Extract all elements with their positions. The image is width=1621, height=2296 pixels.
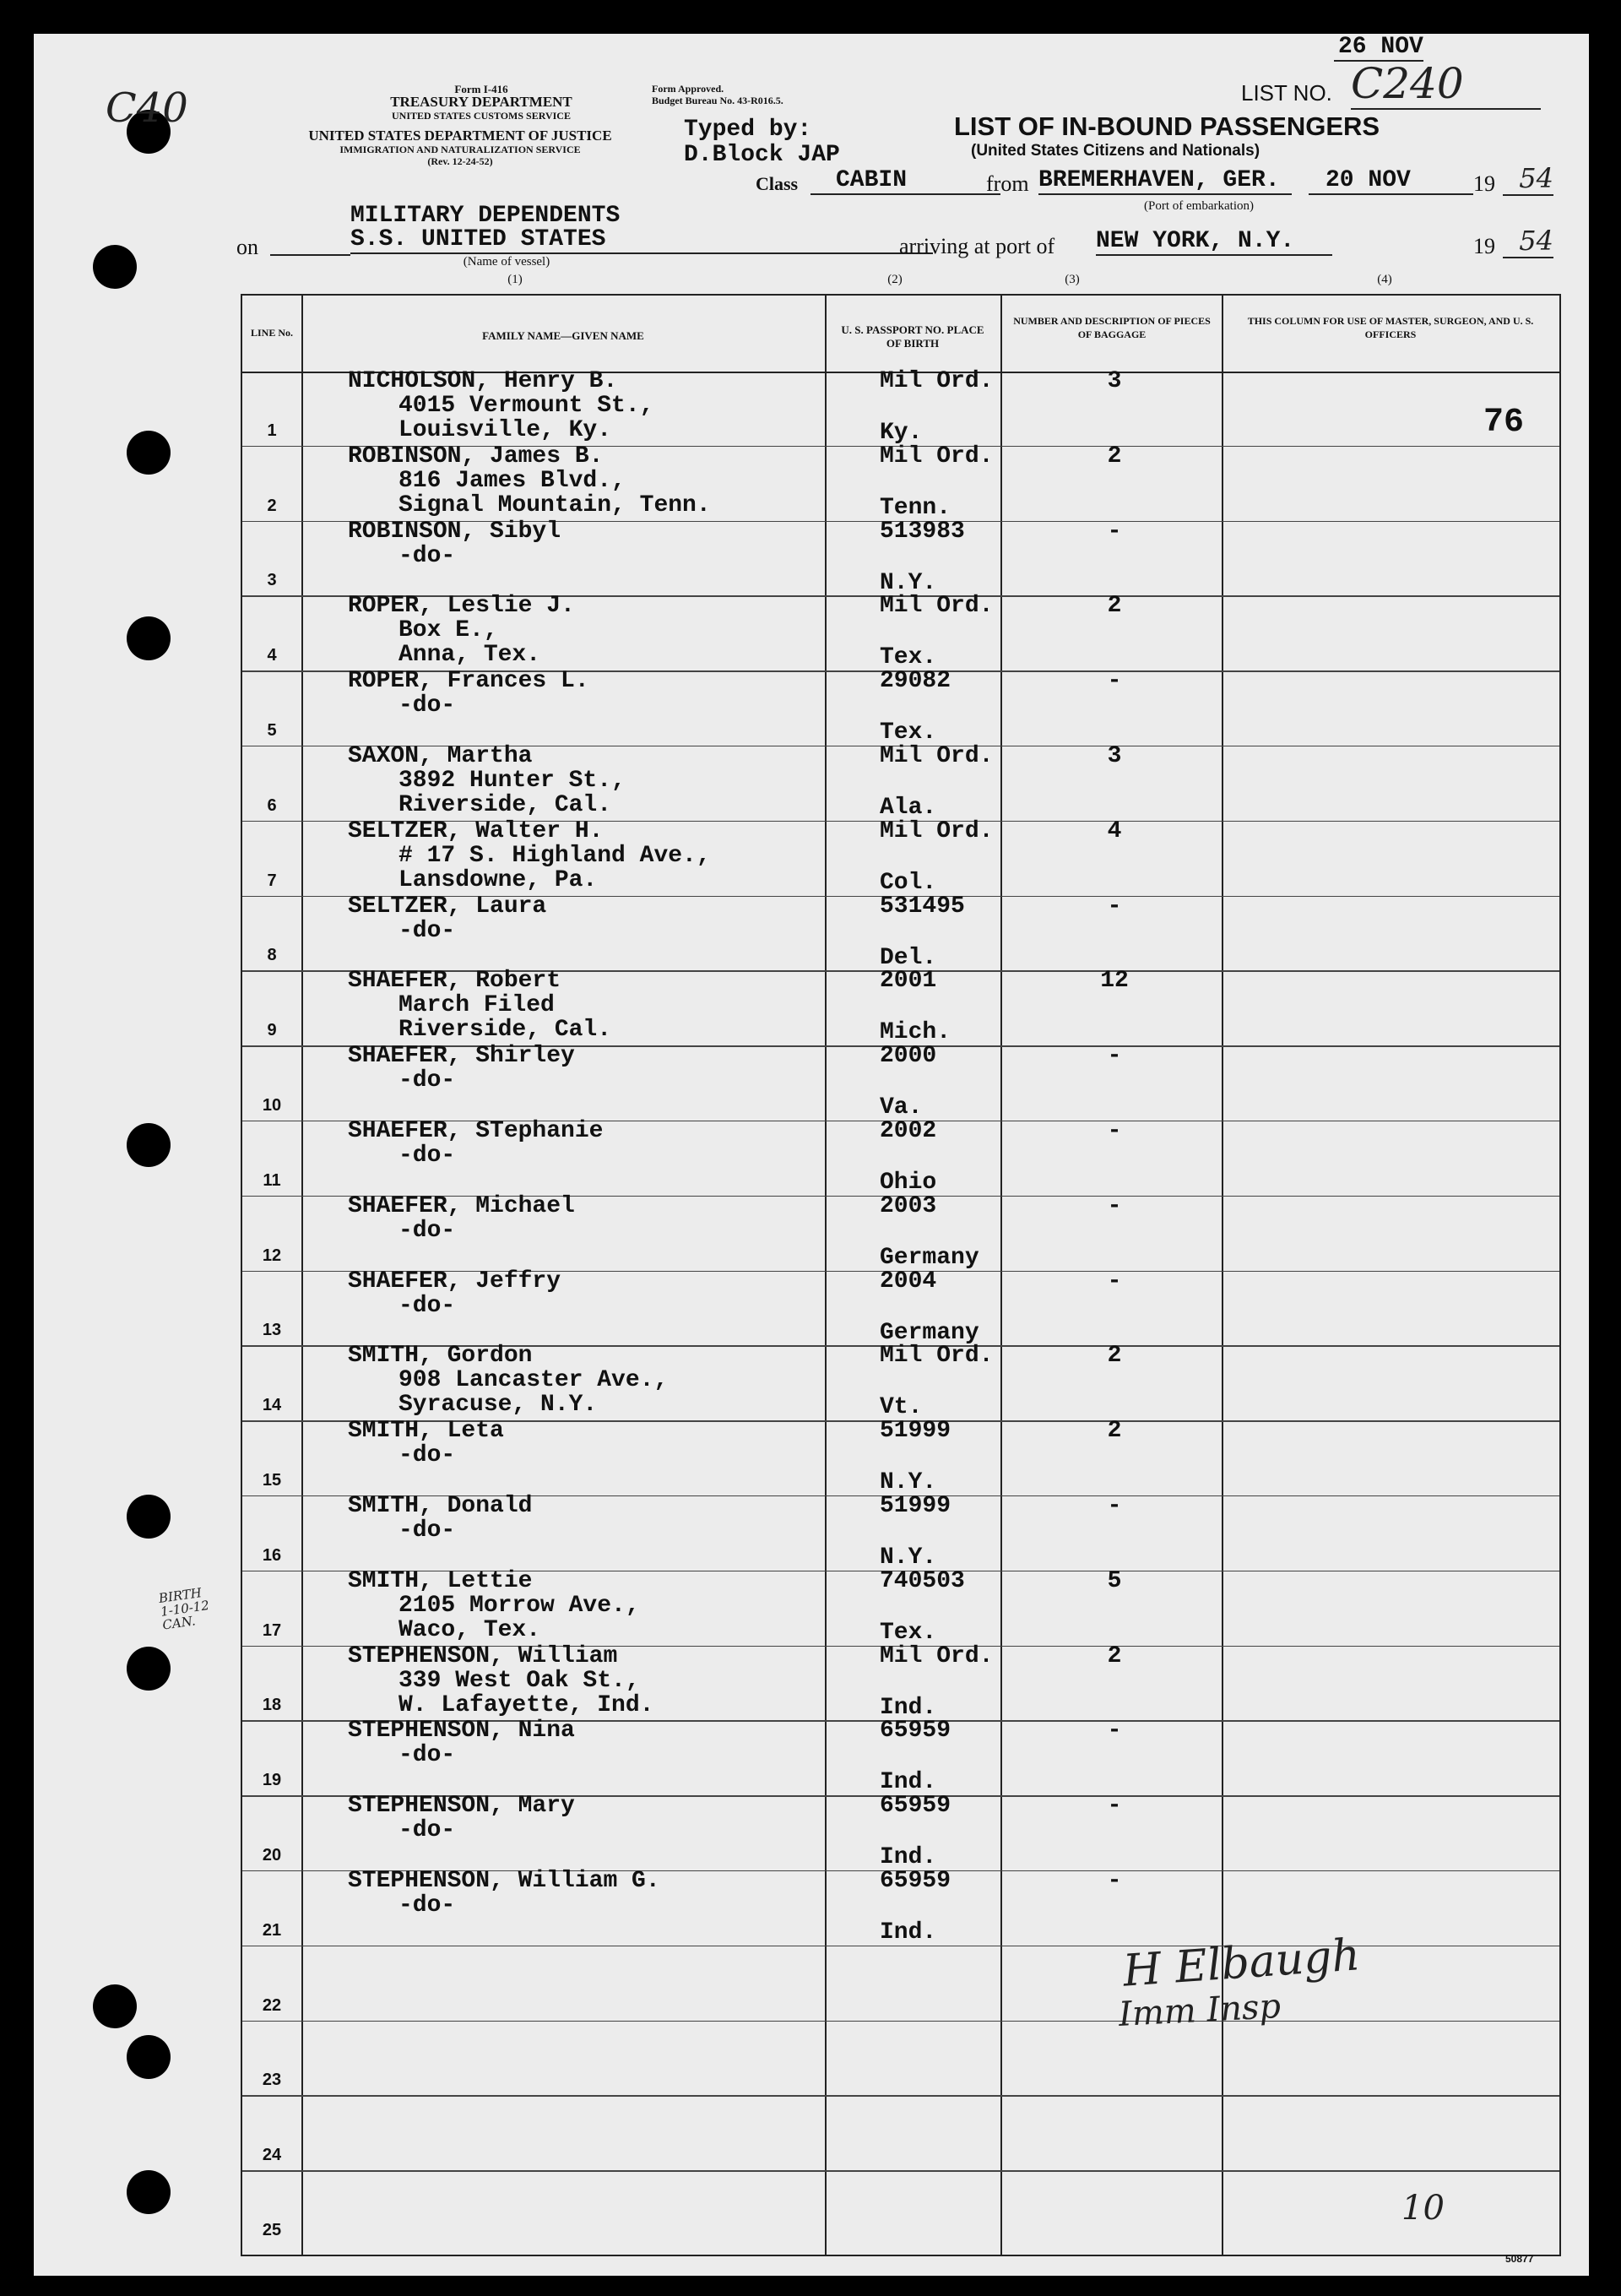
table-row (242, 368, 1559, 447)
treasury-department: TREASURY DEPARTMENT (390, 94, 572, 110)
col-header-line-no: LINE No. (250, 327, 293, 339)
place-of-birth: Tex. (880, 1619, 937, 1646)
passport-number: Mil Ord. (880, 1343, 994, 1370)
place-of-birth: Ind. (880, 1844, 937, 1871)
table-row (242, 743, 1559, 822)
arrival-date: 26 NOV (1334, 34, 1423, 62)
place-of-birth: N.Y. (880, 569, 937, 596)
officer-signature: H Elbaugh (1121, 1930, 1362, 1997)
table-row (242, 1118, 1559, 1197)
passenger-name: SHAEFER, Jeffry (348, 1267, 561, 1295)
corner-mark: C40 (106, 84, 188, 132)
table-row (242, 1343, 1559, 1421)
table-row (242, 1793, 1559, 1871)
departure-year-prefix: 19 (1473, 171, 1495, 196)
baggage-count: 3 (1107, 368, 1122, 394)
passenger-address-2: Anna, Tex. (398, 642, 541, 669)
class-label: Class (756, 173, 799, 194)
passenger-address-2: Riverside, Cal. (398, 1017, 612, 1044)
punch-hole (127, 2035, 171, 2079)
baggage-count: - (1107, 1493, 1122, 1519)
passenger-name: SAXON, Martha (348, 743, 533, 769)
baggage-count: - (1107, 1043, 1122, 1070)
passenger-address-2: Louisville, Ky. (398, 417, 612, 443)
passenger-name: NICHOLSON, Henry B. (348, 368, 618, 394)
passenger-address-1: 339 West Oak St., (398, 1667, 640, 1694)
passenger-address-1: -do- (398, 917, 456, 944)
passport-number: Mil Ord. (880, 1642, 994, 1669)
passenger-address-1: Box E., (398, 617, 498, 644)
justice-department: UNITED STATES DEPARTMENT OF JUSTICE (308, 128, 612, 144)
passenger-address-1: -do- (398, 1742, 456, 1769)
table-row (242, 442, 1559, 522)
passenger-name: SHAEFER, STephanie (348, 1118, 604, 1144)
place-of-birth: Ind. (880, 1769, 937, 1796)
line-number: 11 (263, 1170, 281, 1190)
typed-by-label: Typed by: (684, 117, 812, 143)
passenger-address-2: Waco, Tex. (398, 1616, 541, 1643)
baggage-count: - (1107, 1267, 1122, 1295)
revision-date: (Rev. 12-24-52) (427, 155, 493, 167)
arriving-label: arriving at port of (899, 234, 1055, 258)
customs-service: UNITED STATES CUSTOMS SERVICE (392, 110, 571, 122)
table-row (242, 1493, 1559, 1571)
baggage-count: 5 (1107, 1567, 1122, 1594)
line-number: 22 (262, 1995, 282, 2015)
col-header-name: FAMILY NAME—GIVEN NAME (482, 329, 644, 342)
baggage-count: - (1107, 1118, 1122, 1144)
line-number: 21 (262, 1920, 282, 1940)
place-of-birth: Va. (880, 1094, 923, 1121)
baggage-count: 3 (1107, 743, 1122, 769)
table-row (242, 1642, 1559, 1722)
passenger-name: STEPHENSON, William (348, 1642, 618, 1669)
typed-by-value: D.Block JAP (684, 142, 840, 168)
baggage-count: 2 (1107, 442, 1122, 470)
embarkation-port: BREMERHAVEN, GER. (1038, 167, 1292, 195)
arrival-year: 54 (1503, 225, 1553, 258)
table-row (242, 1946, 1559, 2022)
table-row (242, 518, 1559, 597)
col-header-baggage: NUMBER AND DESCRIPTION OF PIECES OF BAGGAGE (1013, 315, 1211, 340)
place-of-birth: Ind. (880, 1694, 937, 1721)
passenger-address-1: -do- (398, 1517, 456, 1544)
baggage-count: 4 (1107, 817, 1122, 844)
column-number-4: (4) (1377, 273, 1392, 286)
passenger-name: SHAEFER, Shirley (348, 1043, 575, 1070)
table-row (242, 817, 1559, 897)
officer-note: 76 (1483, 404, 1525, 442)
passenger-address-1: -do- (398, 1892, 456, 1919)
place-of-birth: Del. (880, 944, 937, 971)
passenger-name: STEPHENSON, William G. (348, 1868, 660, 1894)
place-of-birth: N.Y. (880, 1544, 937, 1571)
punch-hole (127, 431, 171, 475)
table-row (242, 593, 1559, 671)
col-header-passport: U. S. PASSPORT NO. PLACE OF BIRTH (841, 323, 984, 350)
column-number-3: (3) (1065, 273, 1080, 286)
line-number: 8 (267, 946, 277, 965)
table-row (242, 1267, 1559, 1347)
passenger-address-1: 4015 Vermount St., (398, 393, 654, 419)
place-of-birth: Tenn. (880, 494, 951, 521)
passport-number: 513983 (880, 518, 965, 545)
punch-hole (127, 1123, 171, 1167)
passenger-name: ROBINSON, Sibyl (348, 518, 561, 545)
passenger-address-1: 3892 Hunter St., (398, 768, 626, 794)
passenger-address-1: March Filed (398, 992, 555, 1019)
line-number: 24 (262, 2146, 282, 2165)
passenger-address-1: -do- (398, 1067, 456, 1094)
punch-hole (127, 616, 171, 660)
baggage-count: - (1107, 668, 1122, 695)
manifest-subtitle: (United States Citizens and Nationals) (971, 142, 1260, 160)
table-row (242, 893, 1559, 972)
passenger-name: SHAEFER, Michael (348, 1192, 575, 1219)
passenger-name: STEPHENSON, Nina (348, 1718, 575, 1745)
line-number: 17 (262, 1620, 282, 1640)
table-row (242, 1868, 1559, 1946)
from-label: from (986, 171, 1029, 196)
baggage-count: 2 (1107, 593, 1122, 620)
passenger-address-1: -do- (398, 1217, 456, 1244)
passenger-name: SELTZER, Laura (348, 893, 547, 920)
line-number: 2 (267, 496, 277, 515)
line-number: 6 (267, 795, 277, 815)
passenger-address-1: -do- (398, 1817, 456, 1844)
line-number: 3 (267, 571, 277, 590)
punch-hole (93, 1984, 137, 2028)
passenger-address-1: 2105 Morrow Ave., (398, 1592, 640, 1619)
passenger-address-2: Syracuse, N.Y. (398, 1392, 598, 1419)
passenger-address-1: -do- (398, 1143, 456, 1169)
line-number: 10 (262, 1095, 282, 1115)
col-header-officers: THIS COLUMN FOR USE OF MASTER, SURGEON, AND U. S. OFFICERS (1247, 315, 1534, 340)
officer-title: Imm Insp (1117, 1987, 1282, 2034)
vessel-caption: (Name of vessel) (463, 255, 550, 269)
baggage-count: 2 (1107, 1343, 1122, 1370)
passenger-name: ROPER, Leslie J. (348, 593, 575, 620)
baggage-count: - (1107, 1868, 1122, 1894)
place-of-birth: Ky. (880, 420, 923, 446)
place-of-birth: Tex. (880, 644, 937, 671)
passport-number: 2001 (880, 968, 937, 995)
passenger-address-1: 908 Lancaster Ave., (398, 1367, 669, 1394)
passenger-name: SMITH, Leta (348, 1418, 504, 1445)
passenger-address-1: -do- (398, 692, 456, 719)
table-row (242, 1567, 1559, 1647)
place-of-birth: Ohio (880, 1170, 937, 1196)
table-row (242, 2096, 1559, 2171)
punch-hole (93, 245, 137, 289)
on-label: on (236, 235, 258, 259)
passport-number: Mil Ord. (880, 368, 994, 394)
passport-number: Mil Ord. (880, 743, 994, 769)
punch-hole (127, 1647, 171, 1691)
baggage-count: 2 (1107, 1642, 1122, 1669)
military-dependents: MILITARY DEPENDENTS (350, 203, 621, 229)
table-row (242, 1418, 1559, 1496)
line-number: 18 (262, 1696, 282, 1715)
line-number: 16 (262, 1545, 282, 1565)
table-row (242, 1718, 1559, 1796)
departure-year: 54 (1503, 162, 1553, 196)
passport-number: Mil Ord. (880, 817, 994, 844)
passport-number: 2004 (880, 1267, 937, 1295)
baggage-count: 12 (1100, 968, 1129, 995)
passenger-name: SMITH, Lettie (348, 1567, 533, 1594)
passport-number: 51999 (880, 1418, 951, 1445)
place-of-birth: Germany (880, 1319, 979, 1346)
passenger-address-1: 816 James Blvd., (398, 467, 626, 494)
passport-number: 29082 (880, 668, 951, 695)
place-of-birth: Ind. (880, 1919, 937, 1946)
baggage-count: - (1107, 518, 1122, 545)
table-row (242, 1192, 1559, 1272)
line-number: 13 (262, 1321, 282, 1340)
line-number: 25 (262, 2220, 282, 2239)
passport-number: 2002 (880, 1118, 937, 1144)
baggage-count: - (1107, 1192, 1122, 1219)
line-number: 15 (262, 1470, 282, 1490)
passport-number: 65959 (880, 1868, 951, 1894)
place-of-birth: Tex. (880, 719, 937, 746)
passenger-address-1: -do- (398, 542, 456, 569)
footer-code: 50877 (1505, 2253, 1534, 2265)
vessel-name: S.S. UNITED STATES (350, 226, 933, 254)
passenger-name: SELTZER, Walter H. (348, 817, 604, 844)
passenger-table (241, 294, 1561, 2256)
passenger-address-2: W. Lafayette, Ind. (398, 1691, 654, 1718)
line-number: 7 (267, 871, 277, 890)
column-number-2: (2) (887, 273, 903, 286)
column-number-1: (1) (507, 273, 523, 286)
passport-number: 2000 (880, 1043, 937, 1070)
baggage-count: 2 (1107, 1418, 1122, 1445)
passenger-name: ROBINSON, James B. (348, 442, 604, 470)
punch-hole (127, 1495, 171, 1539)
punch-hole (127, 2170, 171, 2214)
passport-number: 2003 (880, 1192, 937, 1219)
arrival-year-prefix: 19 (1473, 234, 1495, 258)
passenger-address-1: # 17 S. Highland Ave., (398, 842, 711, 869)
budget-bureau: Budget Bureau No. 43-R016.5. (652, 95, 783, 106)
passenger-address-2: Lansdowne, Pa. (398, 866, 598, 893)
place-of-birth: Ala. (880, 795, 937, 821)
line-number: 20 (262, 1845, 282, 1864)
passenger-name: SMITH, Donald (348, 1493, 533, 1519)
table-row (242, 2171, 1559, 2246)
manifest-page (34, 34, 1589, 2276)
table-row (242, 2022, 1559, 2097)
place-of-birth: Germany (880, 1244, 979, 1271)
line-number: 14 (262, 1396, 282, 1415)
passport-number: Mil Ord. (880, 442, 994, 470)
margin-birth-note: BIRTH 1-10-12 CAN. (157, 1585, 210, 1633)
table-row (242, 968, 1559, 1046)
line-number: 12 (262, 1246, 282, 1265)
line-number: 5 (267, 720, 277, 740)
form-approved: Form Approved. (652, 83, 724, 95)
table-row (242, 668, 1559, 746)
passenger-name: STEPHENSON, Mary (348, 1793, 575, 1820)
baggage-count: - (1107, 1718, 1122, 1745)
passport-number: 51999 (880, 1493, 951, 1519)
arrival-port: NEW YORK, N.Y. (1096, 228, 1332, 256)
on-line (270, 250, 350, 256)
manifest-title: LIST OF IN-BOUND PASSENGERS (954, 111, 1380, 141)
bottom-count: 10 (1401, 2189, 1445, 2228)
list-number-label: LIST NO. (1241, 80, 1332, 106)
line-number: 4 (267, 646, 277, 665)
baggage-count: - (1107, 1793, 1122, 1820)
departure-date: 20 NOV (1309, 167, 1473, 195)
passenger-address-2: Riverside, Cal. (398, 792, 612, 818)
line-number: 1 (267, 421, 277, 440)
form-number: Form I-416 (454, 83, 508, 95)
table-row (242, 1043, 1559, 1121)
passenger-name: SHAEFER, Robert (348, 968, 561, 995)
line-number: 9 (267, 1021, 277, 1040)
passport-number: 65959 (880, 1718, 951, 1745)
passenger-address-1: -do- (398, 1442, 456, 1469)
passenger-address-1: -do- (398, 1292, 456, 1319)
place-of-birth: Mich. (880, 1019, 951, 1046)
passenger-name: ROPER, Frances L. (348, 668, 589, 695)
list-number-value: C240 (1351, 59, 1541, 110)
line-number: 19 (262, 1771, 282, 1790)
class-value: CABIN (810, 167, 1000, 195)
passport-number: 531495 (880, 893, 965, 920)
passport-number: 65959 (880, 1793, 951, 1820)
line-number: 23 (262, 2071, 282, 2090)
passenger-name: SMITH, Gordon (348, 1343, 533, 1370)
place-of-birth: N.Y. (880, 1469, 937, 1496)
immigration-service: IMMIGRATION AND NATURALIZATION SERVICE (339, 144, 581, 155)
baggage-count: - (1107, 893, 1122, 920)
port-embarkation-caption: (Port of embarkation) (1144, 199, 1254, 213)
place-of-birth: Vt. (880, 1394, 923, 1421)
passenger-address-2: Signal Mountain, Tenn. (398, 491, 711, 518)
passport-number: Mil Ord. (880, 593, 994, 620)
place-of-birth: Col. (880, 869, 937, 896)
passport-number: 740503 (880, 1567, 965, 1594)
